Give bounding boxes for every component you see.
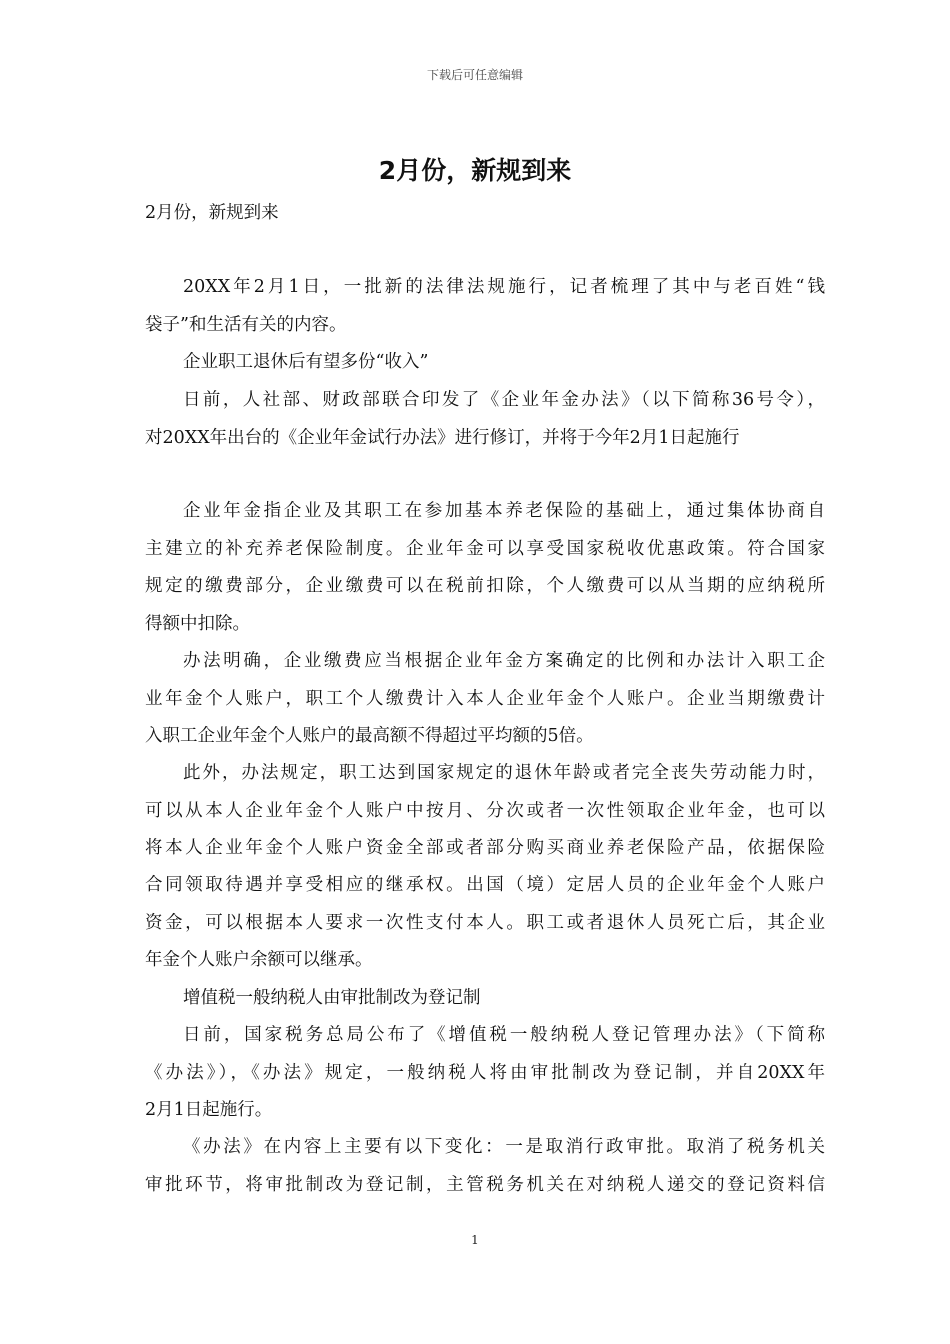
body-line: 规定的缴费部分，企业缴费可以在税前扣除，个人缴费可以从当期的应纳税所 [145,576,825,596]
body-line: 入职工企业年金个人账户的最高额不得超过平均额的5倍。 [145,726,594,746]
body-line: 主建立的补充养老保险制度。企业年金可以享受国家税收优惠政策。符合国家 [145,539,825,559]
body-line: 《办法》在内容上主要有以下变化：一是取消行政审批。取消了税务机关 [183,1137,825,1157]
document-title: 2月份，新规到来 [378,156,572,185]
body-line: 企业年金指企业及其职工在参加基本养老保险的基础上，通过集体协商自 [183,501,825,521]
body-line: 合同领取待遇并享受相应的继承权。出国（境）定居人员的企业年金个人账户 [145,875,825,895]
body-line: 日前，国家税务总局公布了《增值税一般纳税人登记管理办法》（下简称 [183,1025,825,1045]
body-line: 年金个人账户余额可以继承。 [145,950,373,970]
body-line: 20XX年2月1日，一批新的法律法规施行，记者梳理了其中与老百姓“钱 [183,277,825,297]
header-note: 下载后可任意编辑 [426,68,523,82]
section-heading: 企业职工退休后有望多份“收入” [183,352,429,372]
body-line: 业年金个人账户，职工个人缴费计入本人企业年金个人账户。企业当期缴费计 [145,689,825,709]
body-line: 得额中扣除。 [145,614,250,634]
body-line: 日前，人社部、财政部联合印发了《企业年金办法》（以下简称36号令）， [183,390,825,410]
subtitle-line: 2月份，新规到来 [145,203,279,223]
body-line: 将本人企业年金个人账户资金全部或者部分购买商业养老保险产品，依据保险 [145,838,825,858]
body-line: 审批环节，将审批制改为登记制，主管税务机关在对纳税人递交的登记资料信 [145,1175,825,1195]
body-line: 2月1日起施行。 [145,1100,273,1120]
body-line: 办法明确，企业缴费应当根据企业年金方案确定的比例和办法计入职工企 [183,651,825,671]
body-line: 资金，可以根据本人要求一次性支付本人。职工或者退休人员死亡后，其企业 [145,913,825,933]
body-line: 对20XX年出台的《企业年金试行办法》进行修订，并将于今年2月1日起施行 [145,428,740,448]
body-line: 此外，办法规定，职工达到国家规定的退休年龄或者完全丧失劳动能力时， [183,763,825,783]
body-line: 袋子”和生活有关的内容。 [145,315,347,335]
section-heading: 增值税一般纳税人由审批制改为登记制 [183,988,481,1008]
body-line: 《办法》），《办法》规定，一般纳税人将由审批制改为登记制，并自20XX年 [145,1063,825,1083]
body-line: 可以从本人企业年金个人账户中按月、分次或者一次性领取企业年金，也可以 [145,801,825,821]
page-number: 1 [471,1233,479,1247]
